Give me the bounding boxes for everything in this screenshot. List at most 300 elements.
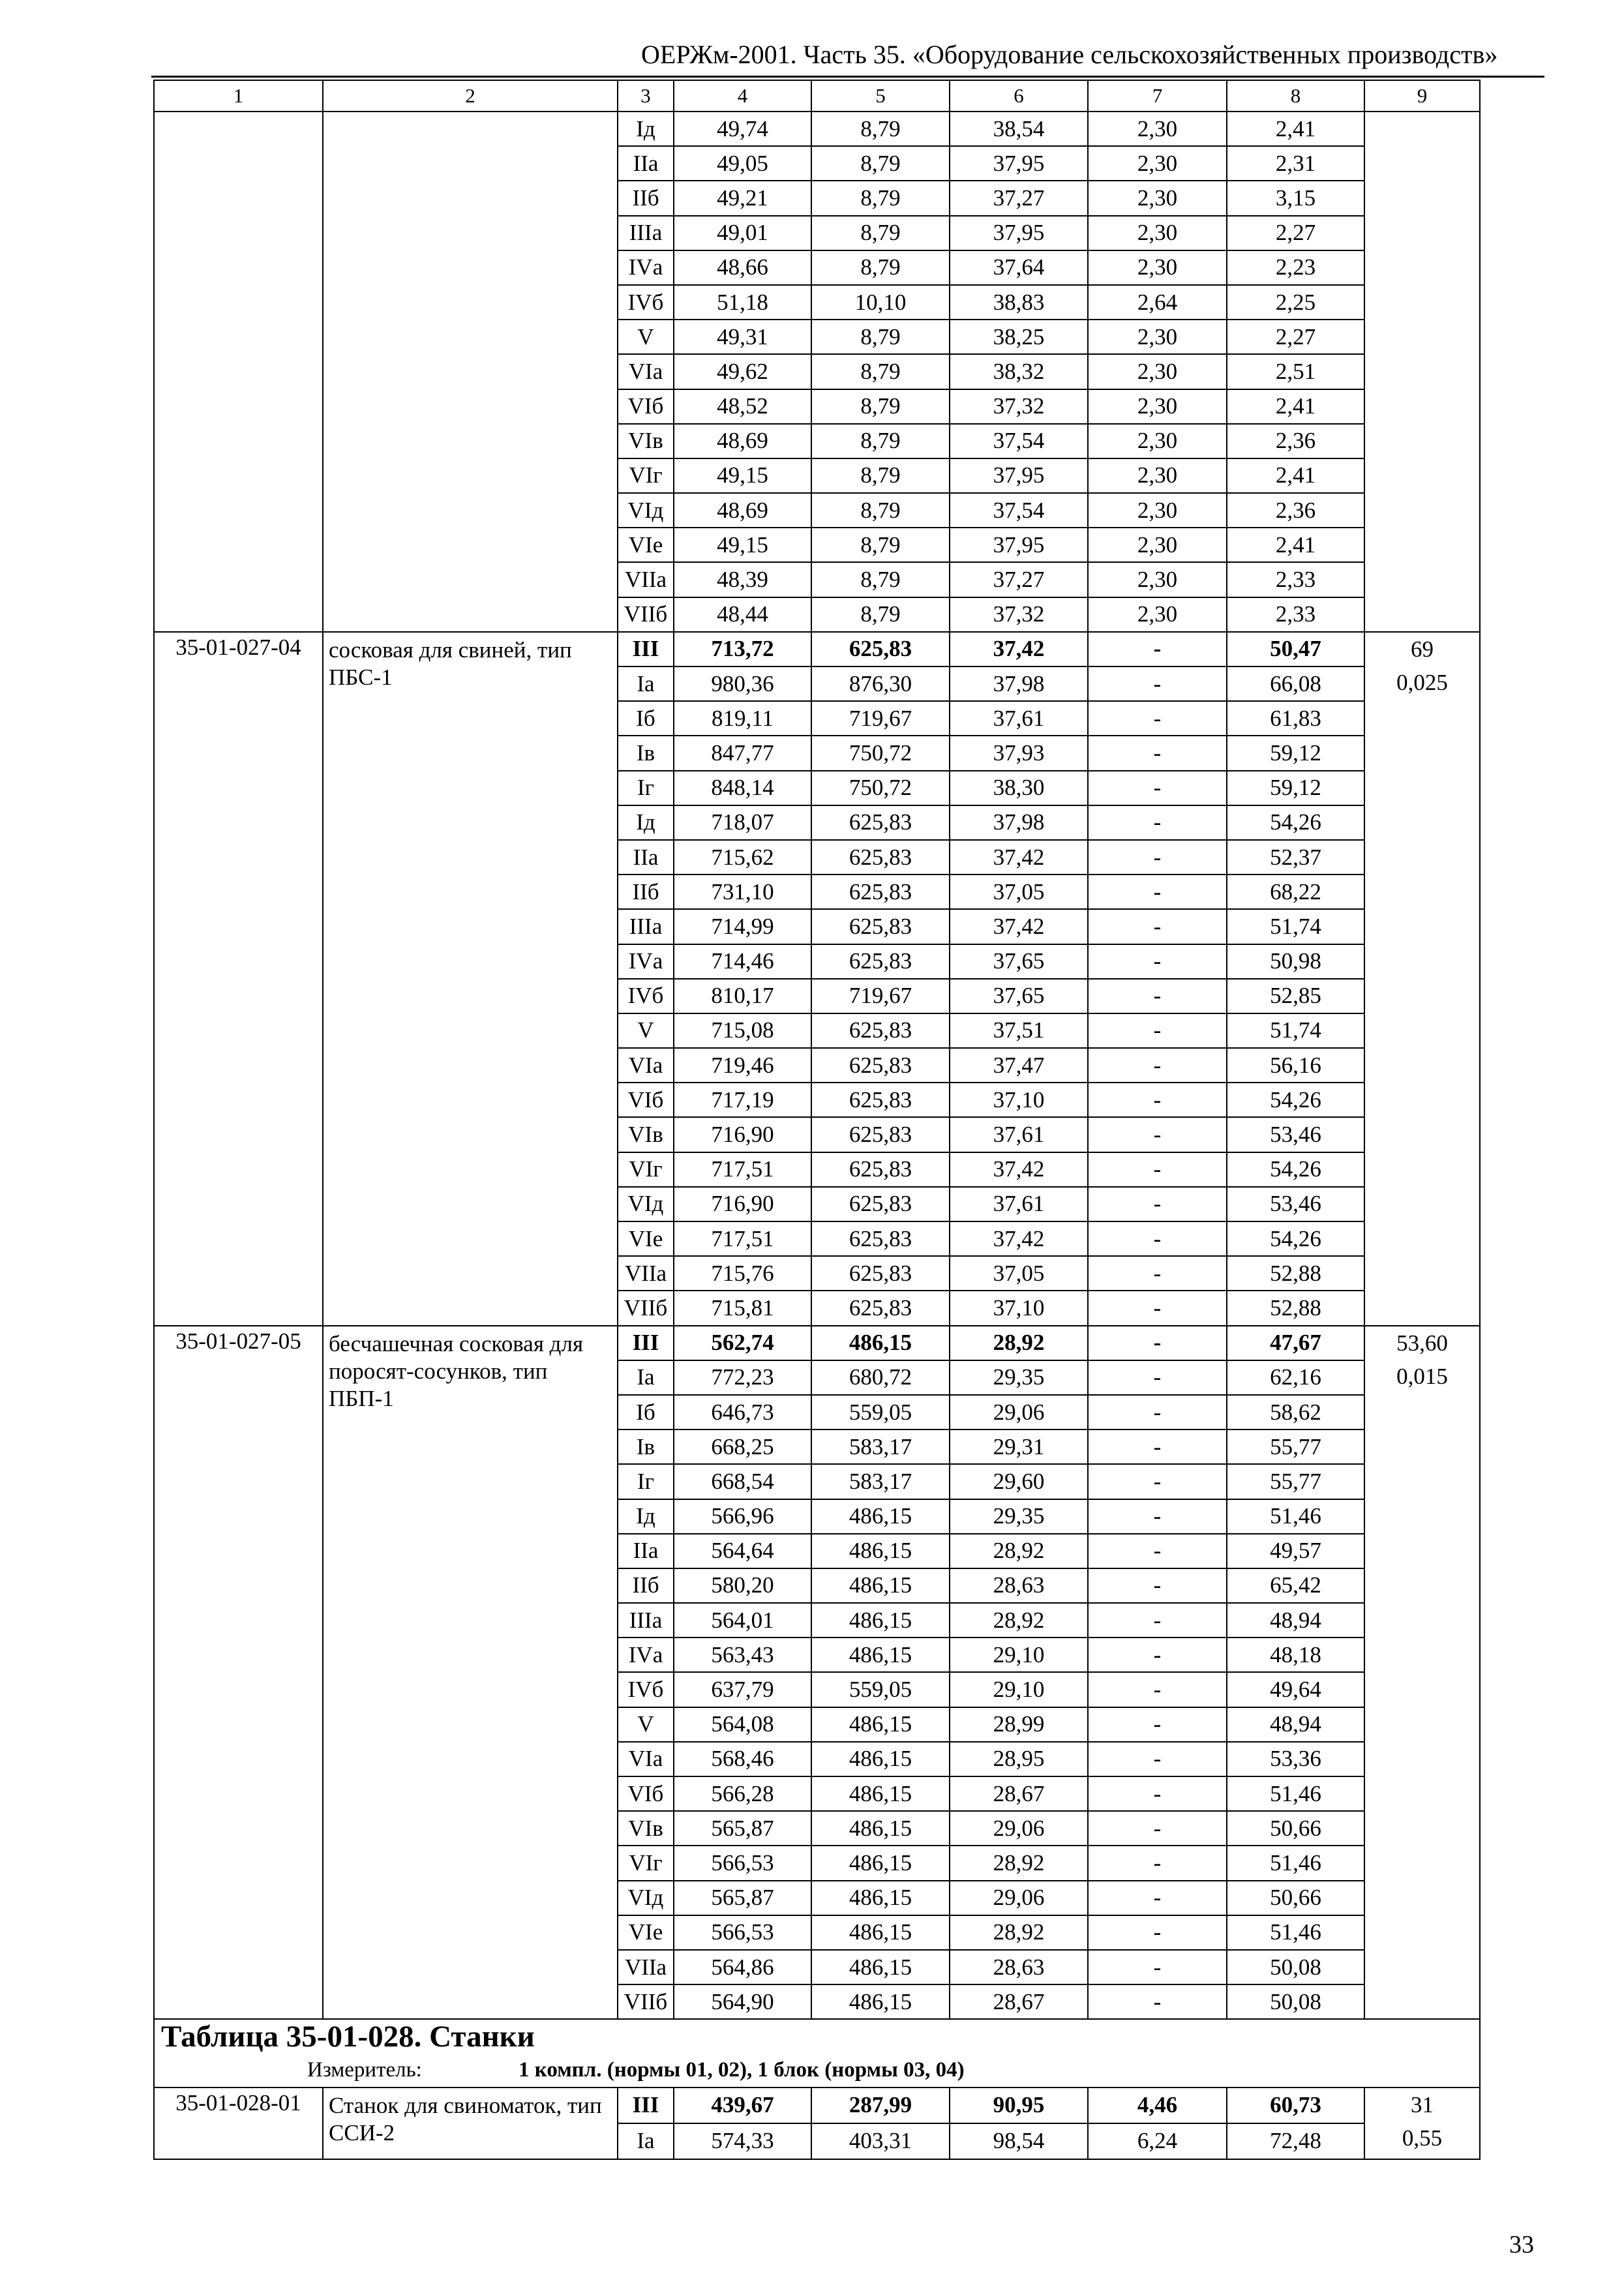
value-cell: 29,10 (950, 1638, 1088, 1672)
measure-cell (154, 2054, 1480, 2087)
value-cell: 731,10 (674, 875, 811, 909)
value-cell: - (1088, 1048, 1227, 1083)
region-cell: VIв (618, 1811, 674, 1846)
value-cell: 51,74 (1227, 909, 1364, 944)
value-cell: 717,51 (674, 1221, 811, 1256)
value-cell: 48,44 (674, 597, 811, 632)
value-cell: 486,15 (811, 1846, 950, 1880)
region-cell: VIд (618, 1881, 674, 1915)
value-cell: 750,72 (811, 736, 950, 770)
unit-value: 0,025 (1396, 669, 1448, 695)
region-cell: Iа (618, 1360, 674, 1395)
price-table (153, 80, 1481, 2160)
value-cell: 486,15 (811, 1568, 950, 1603)
value-cell: 715,76 (674, 1256, 811, 1291)
column-number: 6 (950, 80, 1088, 112)
value-cell: - (1088, 1534, 1227, 1568)
value-cell: 8,79 (811, 320, 950, 354)
value-cell: 566,53 (674, 1915, 811, 1950)
value-cell: 486,15 (811, 1881, 950, 1915)
region-cell: IVа (618, 250, 674, 285)
value-cell: 50,47 (1227, 632, 1364, 666)
value-cell: 2,30 (1088, 181, 1227, 215)
value-cell: 50,08 (1227, 1950, 1364, 1984)
value-cell: 51,46 (1227, 1499, 1364, 1534)
region-cell: V (618, 320, 674, 354)
region-cell: VIIа (618, 562, 674, 597)
value-cell: 625,83 (811, 1013, 950, 1048)
value-cell: 715,62 (674, 840, 811, 875)
value-cell: 566,53 (674, 1846, 811, 1880)
region-cell: IIа (618, 840, 674, 875)
value-cell: 49,05 (674, 146, 811, 181)
table-row (154, 1326, 1480, 1360)
value-cell: - (1088, 1013, 1227, 1048)
region-cell: III (618, 1326, 674, 1360)
value-cell: 37,93 (950, 736, 1088, 770)
value-cell: 2,51 (1227, 354, 1364, 389)
value-cell: - (1088, 944, 1227, 979)
value-cell: 564,64 (674, 1534, 811, 1568)
value-cell: 583,17 (811, 1429, 950, 1464)
value-cell: 713,72 (674, 632, 811, 666)
region-cell: IVб (618, 1672, 674, 1707)
value-cell: 37,61 (950, 1117, 1088, 1152)
value-cell: 38,25 (950, 320, 1088, 354)
region-cell: VIIа (618, 1950, 674, 1984)
region-cell: VIг (618, 1152, 674, 1187)
value-cell: 38,30 (950, 771, 1088, 805)
region-cell: Iв (618, 736, 674, 770)
value-cell: 48,39 (674, 562, 811, 597)
column-number: 5 (811, 80, 950, 112)
region-cell: IIа (618, 146, 674, 181)
value-cell: 668,25 (674, 1429, 811, 1464)
region-cell: IVб (618, 285, 674, 320)
region-cell: Iд (618, 112, 674, 146)
value-cell: 625,83 (811, 1117, 950, 1152)
value-cell: - (1088, 1638, 1227, 1672)
value-cell: 37,05 (950, 875, 1088, 909)
value-cell: - (1088, 1776, 1227, 1811)
value-cell: 48,69 (674, 424, 811, 458)
value-cell: 37,42 (950, 1221, 1088, 1256)
value-cell: - (1088, 771, 1227, 805)
region-cell: VIд (618, 1187, 674, 1221)
value-cell: 51,46 (1227, 1776, 1364, 1811)
value-cell: 37,47 (950, 1048, 1088, 1083)
value-cell: 29,06 (950, 1881, 1088, 1915)
value-cell: - (1088, 1499, 1227, 1534)
value-cell: 37,95 (950, 528, 1088, 562)
region-cell: VIд (618, 493, 674, 528)
value-cell: - (1088, 1603, 1227, 1638)
value-cell: 50,08 (1227, 1984, 1364, 2019)
value-cell: - (1088, 1811, 1227, 1846)
value-cell: 715,81 (674, 1291, 811, 1325)
region-cell: IVа (618, 944, 674, 979)
value-cell: - (1088, 1221, 1227, 1256)
region-cell: VIIб (618, 597, 674, 632)
value-cell: - (1088, 1429, 1227, 1464)
value-cell: 37,98 (950, 666, 1088, 701)
value-cell: - (1088, 1187, 1227, 1221)
value-cell: 3,15 (1227, 181, 1364, 215)
region-cell: Iб (618, 701, 674, 736)
column-number-row (154, 80, 1480, 112)
value-cell: 52,85 (1227, 979, 1364, 1013)
value-cell: - (1088, 1360, 1227, 1395)
region-cell: VIе (618, 1221, 674, 1256)
region-cell: VIIб (618, 1291, 674, 1325)
value-cell: 8,79 (811, 458, 950, 493)
value-cell: 62,16 (1227, 1360, 1364, 1395)
region-cell: IVб (618, 979, 674, 1013)
unit-cell (1364, 1326, 1480, 2020)
value-cell: 29,35 (950, 1499, 1088, 1534)
value-cell: 37,42 (950, 840, 1088, 875)
unit-cell (1364, 2087, 1480, 2159)
value-cell: 50,66 (1227, 1811, 1364, 1846)
table-row (154, 2087, 1480, 2123)
value-cell: 439,67 (674, 2087, 811, 2123)
value-cell: 2,36 (1227, 424, 1364, 458)
unit-value: 31 (1411, 2091, 1434, 2117)
region-cell: Iд (618, 805, 674, 840)
region-cell: Iб (618, 1395, 674, 1429)
value-cell: 848,14 (674, 771, 811, 805)
region-cell: VIв (618, 424, 674, 458)
value-cell: 49,15 (674, 528, 811, 562)
value-cell: 486,15 (811, 1603, 950, 1638)
value-cell: 750,72 (811, 771, 950, 805)
region-cell: VIа (618, 354, 674, 389)
value-cell: 565,87 (674, 1811, 811, 1846)
value-cell: 28,92 (950, 1846, 1088, 1880)
value-cell: 2,30 (1088, 320, 1227, 354)
value-cell: 37,98 (950, 805, 1088, 840)
value-cell: - (1088, 736, 1227, 770)
value-cell: 54,26 (1227, 1152, 1364, 1187)
value-cell: 10,10 (811, 285, 950, 320)
value-cell: 37,65 (950, 944, 1088, 979)
table-row (154, 112, 1480, 146)
value-cell: 58,62 (1227, 1395, 1364, 1429)
value-cell: 53,46 (1227, 1187, 1364, 1221)
value-cell: 59,12 (1227, 771, 1364, 805)
region-cell: VIа (618, 1048, 674, 1083)
value-cell: 47,67 (1227, 1326, 1364, 1360)
region-cell: VIIб (618, 1984, 674, 2019)
value-cell: 2,36 (1227, 493, 1364, 528)
value-cell: 403,31 (811, 2123, 950, 2159)
column-number: 1 (154, 80, 323, 112)
value-cell: 37,51 (950, 1013, 1088, 1048)
value-cell: 2,30 (1088, 250, 1227, 285)
value-cell: 625,83 (811, 840, 950, 875)
value-cell: - (1088, 1881, 1227, 1915)
region-cell: VIIа (618, 1256, 674, 1291)
value-cell: 54,26 (1227, 1083, 1364, 1117)
value-cell: 49,62 (674, 354, 811, 389)
region-cell: VIг (618, 1846, 674, 1880)
value-cell: 559,05 (811, 1672, 950, 1707)
region-cell: Iд (618, 1499, 674, 1534)
value-cell: 66,08 (1227, 666, 1364, 701)
value-cell: 37,32 (950, 389, 1088, 424)
value-cell: 668,54 (674, 1464, 811, 1499)
value-cell: 8,79 (811, 112, 950, 146)
norm-code: 35-01-027-05 (154, 1326, 323, 2020)
value-cell: 51,46 (1227, 1846, 1364, 1880)
value-cell: 55,77 (1227, 1464, 1364, 1499)
value-cell: 716,90 (674, 1117, 811, 1152)
value-cell: 564,86 (674, 1950, 811, 1984)
value-cell: - (1088, 666, 1227, 701)
value-cell: 28,99 (950, 1707, 1088, 1742)
value-cell: 49,64 (1227, 1672, 1364, 1707)
value-cell: 48,69 (674, 493, 811, 528)
region-cell: III (618, 632, 674, 666)
value-cell: 51,46 (1227, 1915, 1364, 1950)
value-cell: 49,31 (674, 320, 811, 354)
value-cell: 486,15 (811, 1811, 950, 1846)
value-cell: 2,23 (1227, 250, 1364, 285)
value-cell: 37,42 (950, 1152, 1088, 1187)
value-cell: 8,79 (811, 528, 950, 562)
measure-row (154, 2054, 1480, 2087)
value-cell: - (1088, 1950, 1227, 1984)
norm-name: бесчашечная сосковая для поросят-сосунков, тип ПБП-1 (323, 1326, 618, 2020)
value-cell: - (1088, 1568, 1227, 1603)
value-cell: 2,30 (1088, 458, 1227, 493)
value-cell: - (1088, 979, 1227, 1013)
value-cell: - (1088, 1707, 1227, 1742)
region-cell: V (618, 1013, 674, 1048)
value-cell: 625,83 (811, 1048, 950, 1083)
value-cell: - (1088, 1152, 1227, 1187)
section-title-row (154, 2019, 1480, 2053)
value-cell: - (1088, 805, 1227, 840)
value-cell: 625,83 (811, 909, 950, 944)
value-cell: 48,18 (1227, 1638, 1364, 1672)
region-cell: IIа (618, 1534, 674, 1568)
value-cell: 28,63 (950, 1568, 1088, 1603)
value-cell: 625,83 (811, 1256, 950, 1291)
value-cell: 2,30 (1088, 354, 1227, 389)
value-cell: - (1088, 1464, 1227, 1499)
value-cell: 2,30 (1088, 216, 1227, 250)
value-cell: 847,77 (674, 736, 811, 770)
value-cell: 28,67 (950, 1984, 1088, 2019)
value-cell: 90,95 (950, 2087, 1088, 2123)
value-cell: 52,88 (1227, 1256, 1364, 1291)
value-cell: - (1088, 1742, 1227, 1776)
value-cell: 625,83 (811, 944, 950, 979)
value-cell: 8,79 (811, 597, 950, 632)
value-cell: 48,94 (1227, 1707, 1364, 1742)
header-rule (151, 76, 1544, 78)
norm-name: Станок для свиноматок, тип ССИ-2 (323, 2087, 618, 2159)
value-cell: 54,26 (1227, 1221, 1364, 1256)
value-cell: 51,74 (1227, 1013, 1364, 1048)
value-cell: 564,08 (674, 1707, 811, 1742)
value-cell: 37,05 (950, 1256, 1088, 1291)
region-cell: VIб (618, 1776, 674, 1811)
value-cell: 562,74 (674, 1326, 811, 1360)
value-cell: 563,43 (674, 1638, 811, 1672)
value-cell: 625,83 (811, 1221, 950, 1256)
value-cell: 49,15 (674, 458, 811, 493)
value-cell: 564,90 (674, 1984, 811, 2019)
region-cell: VIб (618, 389, 674, 424)
region-cell: Iв (618, 1429, 674, 1464)
value-cell: 719,46 (674, 1048, 811, 1083)
value-cell: 486,15 (811, 1534, 950, 1568)
value-cell: 37,27 (950, 181, 1088, 215)
value-cell: 8,79 (811, 181, 950, 215)
value-cell: 37,95 (950, 146, 1088, 181)
value-cell: - (1088, 1672, 1227, 1707)
value-cell: 38,54 (950, 112, 1088, 146)
value-cell: 719,67 (811, 979, 950, 1013)
value-cell: 53,36 (1227, 1742, 1364, 1776)
value-cell: 28,92 (950, 1534, 1088, 1568)
value-cell: 980,36 (674, 666, 811, 701)
value-cell: - (1088, 1291, 1227, 1325)
value-cell: - (1088, 1256, 1227, 1291)
value-cell: 625,83 (811, 1187, 950, 1221)
value-cell: 50,66 (1227, 1881, 1364, 1915)
value-cell: 60,73 (1227, 2087, 1364, 2123)
value-cell: 37,61 (950, 701, 1088, 736)
value-cell: - (1088, 1915, 1227, 1950)
value-cell: 625,83 (811, 632, 950, 666)
value-cell: 29,31 (950, 1429, 1088, 1464)
value-cell: 28,92 (950, 1915, 1088, 1950)
value-cell: 486,15 (811, 1499, 950, 1534)
value-cell: 2,30 (1088, 424, 1227, 458)
unit-value: 53,60 (1396, 1330, 1448, 1356)
value-cell: 2,33 (1227, 562, 1364, 597)
value-cell: 2,27 (1227, 216, 1364, 250)
region-cell: VIг (618, 458, 674, 493)
value-cell: - (1088, 1083, 1227, 1117)
page-number: 33 (1509, 2231, 1534, 2258)
value-cell: 625,83 (811, 1152, 950, 1187)
region-cell: Iг (618, 1464, 674, 1499)
region-cell: IIIа (618, 909, 674, 944)
value-cell: 49,57 (1227, 1534, 1364, 1568)
value-cell: 37,61 (950, 1187, 1088, 1221)
value-cell: 29,60 (950, 1464, 1088, 1499)
region-cell: Iг (618, 771, 674, 805)
value-cell: 48,66 (674, 250, 811, 285)
region-cell: IIб (618, 1568, 674, 1603)
region-cell: VIб (618, 1083, 674, 1117)
value-cell: 559,05 (811, 1395, 950, 1429)
value-cell: 37,10 (950, 1291, 1088, 1325)
value-cell: 37,95 (950, 216, 1088, 250)
value-cell: 566,28 (674, 1776, 811, 1811)
region-cell: IIIа (618, 1603, 674, 1638)
region-cell: VIе (618, 1915, 674, 1950)
table-row (154, 632, 1480, 666)
value-cell: 28,63 (950, 1950, 1088, 1984)
value-cell: 625,83 (811, 1083, 950, 1117)
norm-code: 35-01-027-04 (154, 632, 323, 1326)
value-cell: 2,25 (1227, 285, 1364, 320)
value-cell: 2,41 (1227, 389, 1364, 424)
value-cell: 8,79 (811, 493, 950, 528)
region-cell: IIб (618, 181, 674, 215)
value-cell: 2,41 (1227, 458, 1364, 493)
value-cell: 486,15 (811, 1915, 950, 1950)
region-cell: V (618, 1707, 674, 1742)
value-cell: 49,01 (674, 216, 811, 250)
value-cell: 38,32 (950, 354, 1088, 389)
unit-value: 0,55 (1402, 2125, 1443, 2151)
value-cell: 2,33 (1227, 597, 1364, 632)
value-cell: 38,83 (950, 285, 1088, 320)
value-cell: 583,17 (811, 1464, 950, 1499)
value-cell: 2,30 (1088, 528, 1227, 562)
value-cell: 28,92 (950, 1603, 1088, 1638)
value-cell: 52,88 (1227, 1291, 1364, 1325)
value-cell: 646,73 (674, 1395, 811, 1429)
value-cell: - (1088, 1984, 1227, 2019)
value-cell: 29,10 (950, 1672, 1088, 1707)
value-cell: 37,10 (950, 1083, 1088, 1117)
value-cell: 37,32 (950, 597, 1088, 632)
value-cell: 8,79 (811, 216, 950, 250)
value-cell: 819,11 (674, 701, 811, 736)
value-cell: 2,27 (1227, 320, 1364, 354)
value-cell: 8,79 (811, 146, 950, 181)
region-cell: VIа (618, 1742, 674, 1776)
region-cell: VIе (618, 528, 674, 562)
value-cell: 4,46 (1088, 2087, 1227, 2123)
value-cell: 810,17 (674, 979, 811, 1013)
value-cell: 8,79 (811, 562, 950, 597)
unit-cell (1364, 632, 1480, 1326)
value-cell: - (1088, 909, 1227, 944)
value-cell: 566,96 (674, 1499, 811, 1534)
value-cell: 2,30 (1088, 597, 1227, 632)
value-cell: 52,37 (1227, 840, 1364, 875)
value-cell: 53,46 (1227, 1117, 1364, 1152)
value-cell: 29,35 (950, 1360, 1088, 1395)
value-cell: - (1088, 1395, 1227, 1429)
value-cell: 28,67 (950, 1776, 1088, 1811)
value-cell: 486,15 (811, 1776, 950, 1811)
value-cell: 719,67 (811, 701, 950, 736)
value-cell: 37,65 (950, 979, 1088, 1013)
value-cell: 72,48 (1227, 2123, 1364, 2159)
value-cell: - (1088, 1846, 1227, 1880)
value-cell: 876,30 (811, 666, 950, 701)
value-cell: 486,15 (811, 1742, 950, 1776)
value-cell: - (1088, 1326, 1227, 1360)
name-cell (323, 112, 618, 632)
column-number: 8 (1227, 80, 1364, 112)
value-cell: - (1088, 840, 1227, 875)
value-cell: 717,51 (674, 1152, 811, 1187)
value-cell: 565,87 (674, 1881, 811, 1915)
value-cell: 2,30 (1088, 493, 1227, 528)
value-cell: 37,64 (950, 250, 1088, 285)
value-cell: 2,64 (1088, 285, 1227, 320)
